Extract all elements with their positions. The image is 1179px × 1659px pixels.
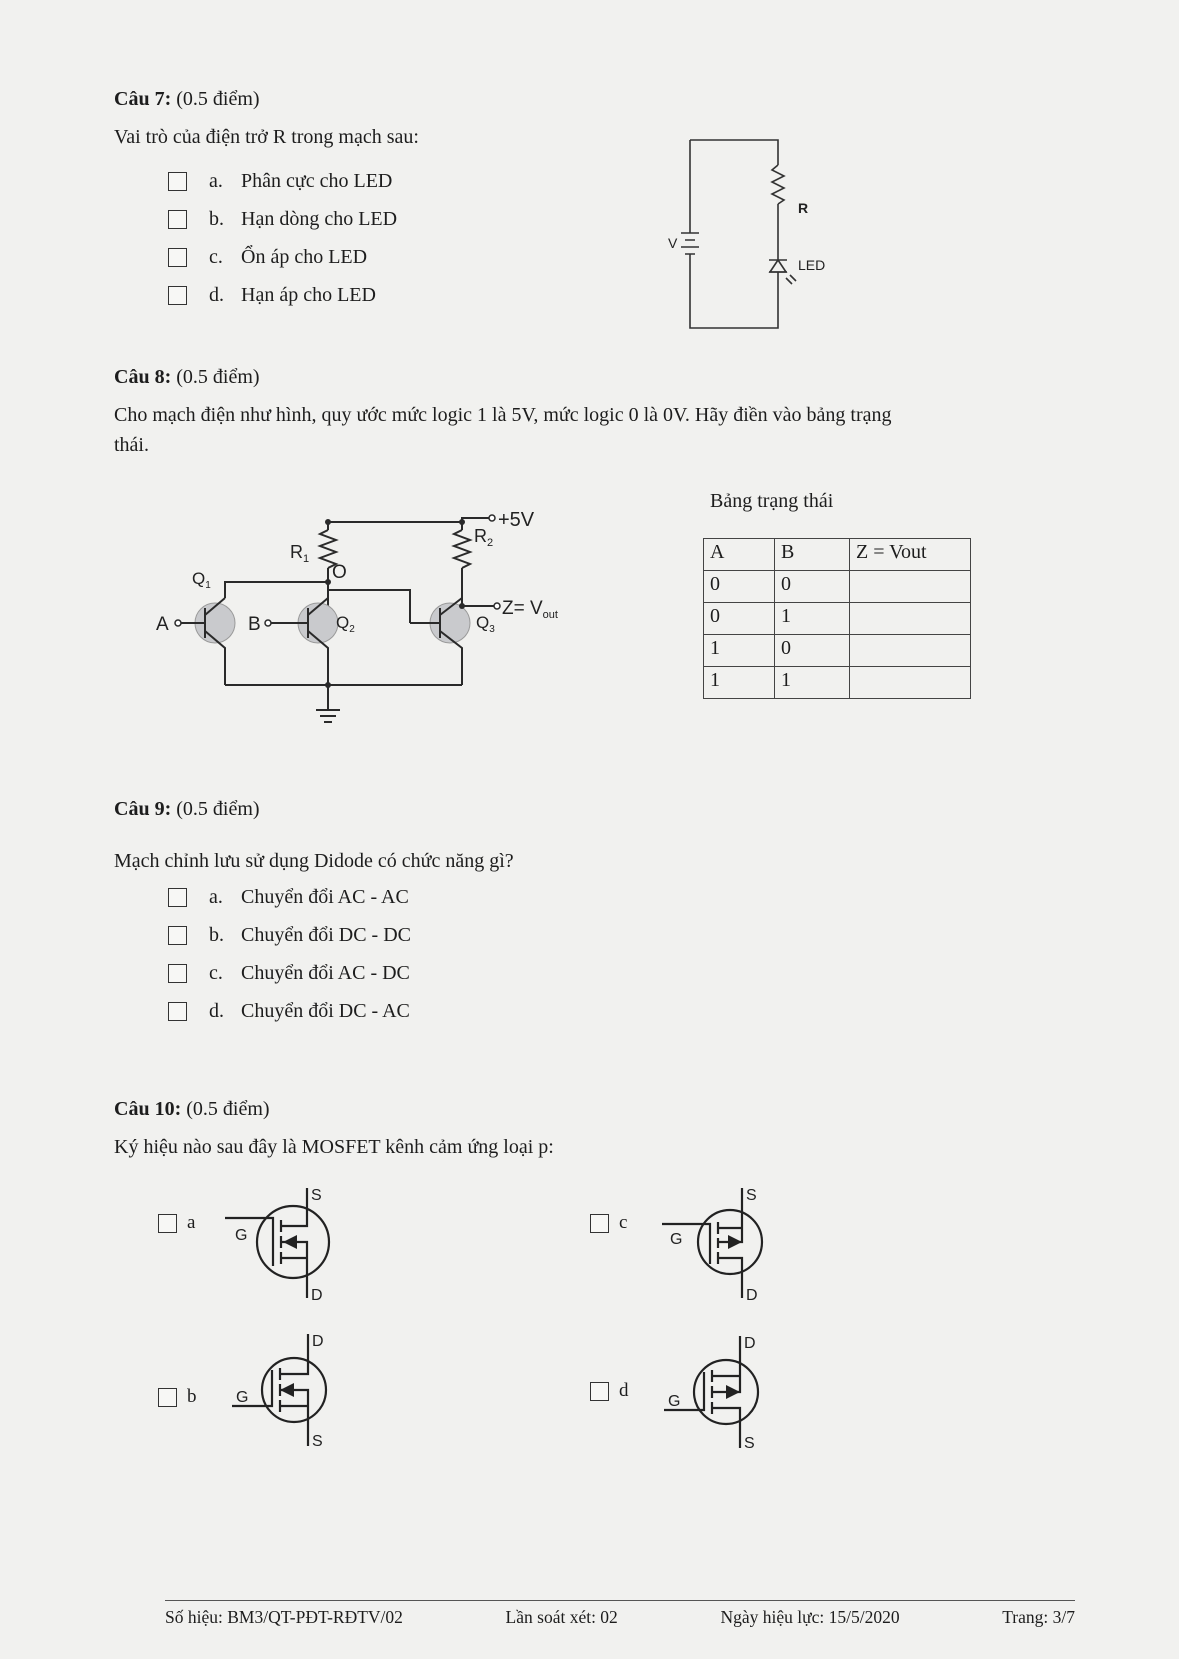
q10-option-letter: b [187,1386,197,1407]
footer-page-number: Trang: 3/7 [1002,1607,1075,1627]
q7-r-label: R [798,200,809,216]
q8-q1-label: $Q_1$ [192,569,211,591]
mosfet-terminal-label: D [312,1333,324,1350]
mosfet-terminal-label: S [744,1435,755,1452]
q10-option-letter: d [619,1380,629,1401]
q10-title [114,1098,270,1121]
q8-prompt-line1: Cho mạch điện như hình, quy ước mức logic 1 là 5V, mức logic 0 là 0V. Hãy điền vào bảng trạng [114,404,892,426]
table-header-b: B [775,539,850,571]
q10-mosfet-symbol-b [232,1328,342,1458]
q7-option-text: Hạn áp cho LED [241,284,376,306]
q7-number: Câu 7: [114,88,172,110]
q8-q2-label: $Q_2$ [336,613,355,635]
q9-option-letter: c. [209,962,223,984]
q7-option-letter: c. [209,246,223,268]
q10-option-letter: a [187,1212,196,1233]
table-header-row [704,539,971,571]
footer-revision: Lần soát xét: 02 [505,1607,618,1627]
q7-option-text: Ổn áp cho LED [241,246,368,268]
q8-q3-label: $Q_3$ [476,613,495,635]
q7-checkbox-a[interactable] [168,172,187,191]
q7-option-letter: b. [209,208,224,230]
q10-option-letter: c [619,1212,628,1233]
q9-option-d[interactable] [168,1000,410,1023]
table-cell-b: 1 [775,667,850,699]
q8-r2-label: $R_2$ [474,526,494,549]
mosfet-gate-label: G [670,1231,683,1248]
q10-option-a[interactable] [158,1212,195,1234]
table-row [704,667,971,699]
q8-table-caption: Bảng trạng thái [710,490,834,512]
q8-transistor-circuit-diagram [140,470,600,775]
q7-option-c[interactable] [168,246,367,269]
q7-checkbox-c[interactable] [168,248,187,267]
q10-option-c[interactable] [590,1212,627,1234]
q8-input-a-label: A [156,614,169,635]
q8-title [114,366,260,389]
q10-checkbox-a[interactable] [158,1214,177,1233]
mosfet-terminal-label: S [312,1433,323,1450]
q7-led-circuit-diagram [650,130,850,345]
q10-mosfet-symbol-a [225,1180,345,1310]
q10-number: Câu 10: [114,1098,182,1120]
q7-option-b[interactable] [168,208,397,231]
q8-number: Câu 8: [114,366,172,388]
table-cell-z[interactable] [850,635,971,667]
q9-option-letter: d. [209,1000,224,1022]
q8-node-o-label: O [332,562,347,583]
q10-prompt: Ký hiệu nào sau đây là MOSFET kênh cảm ứng loại p: [114,1136,554,1158]
q10-mosfet-symbol-d [664,1330,774,1460]
q8-r1-label: $R_1$ [290,542,310,565]
q9-checkbox-b[interactable] [168,926,187,945]
mosfet-gate-label: G [236,1389,249,1406]
q9-checkbox-d[interactable] [168,1002,187,1021]
mosfet-terminal-label: S [311,1187,322,1204]
q7-option-letter: a. [209,170,223,192]
page-footer [165,1600,1075,1628]
q8-zout-label: $Z= V_{out}$ [502,598,558,621]
q9-title [114,798,260,821]
q7-option-a[interactable] [168,170,392,193]
q9-option-letter: a. [209,886,223,908]
mosfet-gate-label: G [668,1393,681,1410]
table-row [704,603,971,635]
q8-prompt-line2: thái. [114,434,149,456]
table-header-z: Z = Vout [850,539,971,571]
table-cell-a: 0 [704,603,775,635]
q10-option-d[interactable] [590,1380,629,1402]
q10-option-b[interactable] [158,1386,197,1408]
table-cell-b: 0 [775,635,850,667]
table-cell-a: 0 [704,571,775,603]
table-cell-z[interactable] [850,571,971,603]
q7-option-d[interactable] [168,284,376,307]
q9-option-a[interactable] [168,886,409,909]
q8-prompt [114,400,1094,460]
table-cell-b: 0 [775,571,850,603]
table-cell-z[interactable] [850,603,971,635]
q9-option-text: Chuyển đổi AC - DC [241,962,410,984]
q10-checkbox-b[interactable] [158,1388,177,1407]
table-cell-a: 1 [704,635,775,667]
mosfet-terminal-label: S [746,1187,757,1204]
table-cell-a: 1 [704,667,775,699]
q7-option-text: Hạn dòng cho LED [241,208,398,230]
footer-document-code: Số hiệu: BM3/QT-PĐT-RĐTV/02 [165,1607,403,1627]
table-header-a: A [704,539,775,571]
q9-points: (0.5 điểm) [176,798,260,820]
mosfet-gate-label: G [235,1227,248,1244]
q7-option-letter: d. [209,284,224,306]
q10-checkbox-d[interactable] [590,1382,609,1401]
q7-checkbox-b[interactable] [168,210,187,229]
mosfet-terminal-label: D [744,1335,756,1352]
footer-effective-date: Ngày hiệu lực: 15/5/2020 [720,1607,900,1627]
q7-prompt: Vai trò của điện trở R trong mạch sau: [114,126,419,148]
q9-option-c[interactable] [168,962,410,985]
q8-state-table [703,538,971,699]
q8-vcc-label: +5V [498,509,535,531]
q10-points: (0.5 điểm) [186,1098,270,1120]
q7-checkbox-d[interactable] [168,286,187,305]
mosfet-terminal-label: D [746,1287,758,1304]
q10-checkbox-c[interactable] [590,1214,609,1233]
q9-option-letter: b. [209,924,224,946]
table-cell-b: 1 [775,603,850,635]
q9-option-text: Chuyển đổi AC - AC [241,886,409,908]
q7-title [114,88,260,111]
q9-option-text: Chuyển đổi DC - AC [241,1000,410,1022]
q7-led-label: LED [798,257,826,273]
q7-option-text: Phân cực cho LED [241,170,393,192]
q7-v-label: V [668,235,678,251]
q8-input-b-label: B [248,614,261,635]
q9-option-text: Chuyển đổi DC - DC [241,924,411,946]
table-row [704,635,971,667]
q10-mosfet-symbol-c [662,1180,772,1310]
mosfet-terminal-label: D [311,1287,323,1304]
q7-points: (0.5 điểm) [176,88,260,110]
q9-number: Câu 9: [114,798,172,820]
table-cell-z[interactable] [850,667,971,699]
q9-checkbox-a[interactable] [168,888,187,907]
q8-points: (0.5 điểm) [176,366,260,388]
q9-prompt: Mạch chỉnh lưu sử dụng Didode có chức năng gì? [114,850,514,872]
q9-checkbox-c[interactable] [168,964,187,983]
q9-option-b[interactable] [168,924,411,947]
table-row [704,571,971,603]
